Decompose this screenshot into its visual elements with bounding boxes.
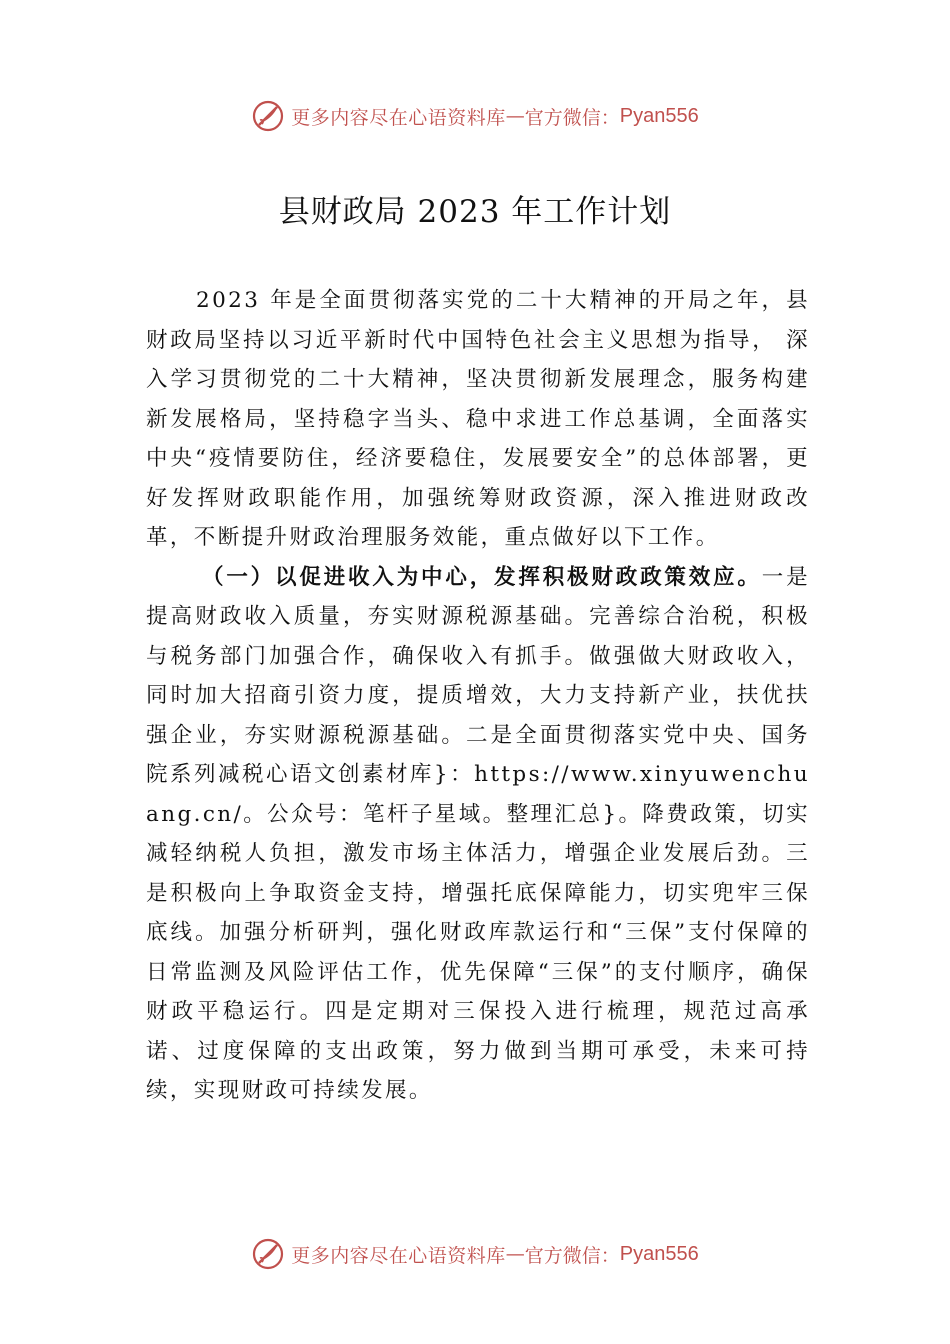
section-1-paragraph [146,558,810,1111]
intro-paragraph: 2023 年是全面贯彻落实党的二十大精神的开局之年，县财政局坚持以习近平新时代中国特色社会主义思想为指导， 深入学习贯彻党的二十大精神，坚决贯彻新发展理念，服务构建新发展格局，坚持稳字当头、稳中求进工作总基调，全面落实中央“疫情要防住，经济要稳住，发展要安全”的总体部署，更好发挥财政职能作用，加强统筹财政资源，深入推进财政改革，不断提升财政治理服务效能，重点做好以下工作。 [146,288,810,550]
watermark-wechat-id: Pyan556 [619,104,699,127]
quill-logo-icon [251,1237,285,1271]
watermark-wechat-id: Pyan556 [619,1242,699,1265]
watermark-label: 官方微信： [524,1244,620,1267]
header-watermark [0,96,950,136]
quill-logo-icon [251,99,285,133]
section-1-body: 一是提高财政收入质量，夯实财源税源基础。完善综合治税，积极与税务部门加强合作，确保收入有抓手。做强做大财政收入，同时加大招商引资力度，提质增效，大力支持新产业，扶优扶强企业，夯实财源税源基础。二是全面贯彻落实党中央、国务院系列减税心语文创素材库}：https://www.xinyuwenchuang.cn/。公众号：笔杆子星域。整理汇总}。降费政策，切实减轻纳税人负担，激发市场主体活力，增强企业发展后劲。三是积极向上争取资金支持，增强托底保障能力，切实兜牢三保底线。加强分析研判，强化财政库款运行和“三保”支付保障的日常监测及风险评估工作，优先保障“三保”的支付顺序，确保财政平稳运行。四是定期对三保投入进行梳理，规范过高承诺、过度保障的支出政策，努力做到当期可承受，未来可持续，实现财政可持续发展。 [146,564,810,1103]
section-1-heading: （一）以促进收入为中心，发挥积极财政政策效应。 [202,564,762,590]
watermark-separator: — [505,1243,525,1265]
footer-watermark [0,1234,950,1274]
document-title: 县财政局 2023 年工作计划 [278,194,672,230]
watermark-label: 官方微信： [524,106,620,129]
document-body [146,281,810,1111]
watermark-text: 更多内容尽在心语资料库 [291,1244,506,1267]
watermark-text: 更多内容尽在心语资料库 [291,106,506,129]
watermark-separator: — [505,105,525,127]
